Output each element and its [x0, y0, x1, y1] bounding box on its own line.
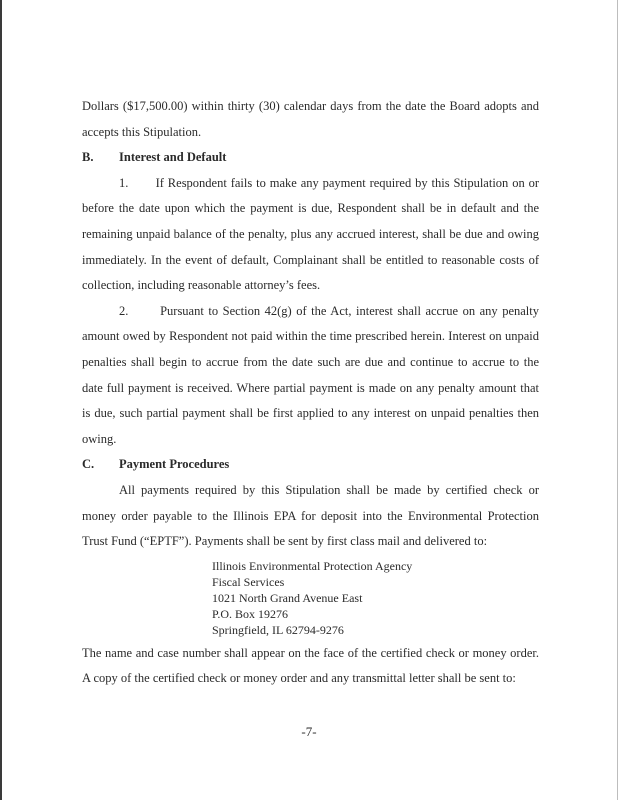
address-line: Illinois Environmental Protection Agency [212, 558, 413, 573]
section-b-paragraph-1: 1. If Respondent fails to make any payment required by this Stipulation on or before the date upon which the payment is due, Respondent shall be in default and the remaining unpaid balance of the penalty, plus any accrued interest, shall be due and owing immediately. In the event of default, Complainant shall be entitled to reasonable costs of collection, including reasonable attorney’s fees. [82, 175, 539, 293]
section-b-letter: B. [82, 150, 94, 165]
mailing-address [212, 558, 539, 638]
page-edge-left [0, 0, 2, 800]
section-b-paragraph-2: 2. Pursuant to Section 42(g) of the Act, interest shall accrue on any penalty amount owed by Respondent not paid within the time prescribed herein. Interest on unpaid penalties shall begin to accrue from the date such are due and continue to accrue to the date full payment is received. Where partial payment is made on any penalty amount that is due, such partial payment shall be first applied to any interest on unpaid penalties then owing. [82, 303, 539, 446]
section-b-heading [82, 145, 539, 171]
continuation-paragraph: Dollars ($17,500.00) within thirty (30) calendar days from the date the Board adopts and accepts this Stipulation. [82, 99, 539, 139]
after-address-paragraph: The name and case number shall appear on the face of the certified check or money order. A copy of the certified check or money order and any transmittal letter shall be sent to: [82, 645, 539, 686]
address-line: 1021 North Grand Avenue East [212, 590, 363, 605]
address-line: P.O. Box 19276 [212, 606, 289, 621]
section-b-title: Interest and Default [119, 150, 227, 165]
section-c-title: Payment Procedures [119, 457, 230, 472]
address-line: Fiscal Services [212, 574, 285, 589]
section-c-paragraph-1: All payments required by this Stipulation shall be made by certified check or money order payable to the Illinois EPA for deposit into the Environmental Protection Trust Fund (“EPTF”). Payments shall be sent by first class mail and delivered to: [82, 482, 539, 549]
section-c-letter: C. [82, 457, 95, 472]
address-line: Springfield, IL 62794-9276 [212, 622, 344, 637]
page-number: -7- [301, 724, 317, 739]
document-body [82, 94, 539, 692]
section-c-heading [82, 452, 539, 478]
